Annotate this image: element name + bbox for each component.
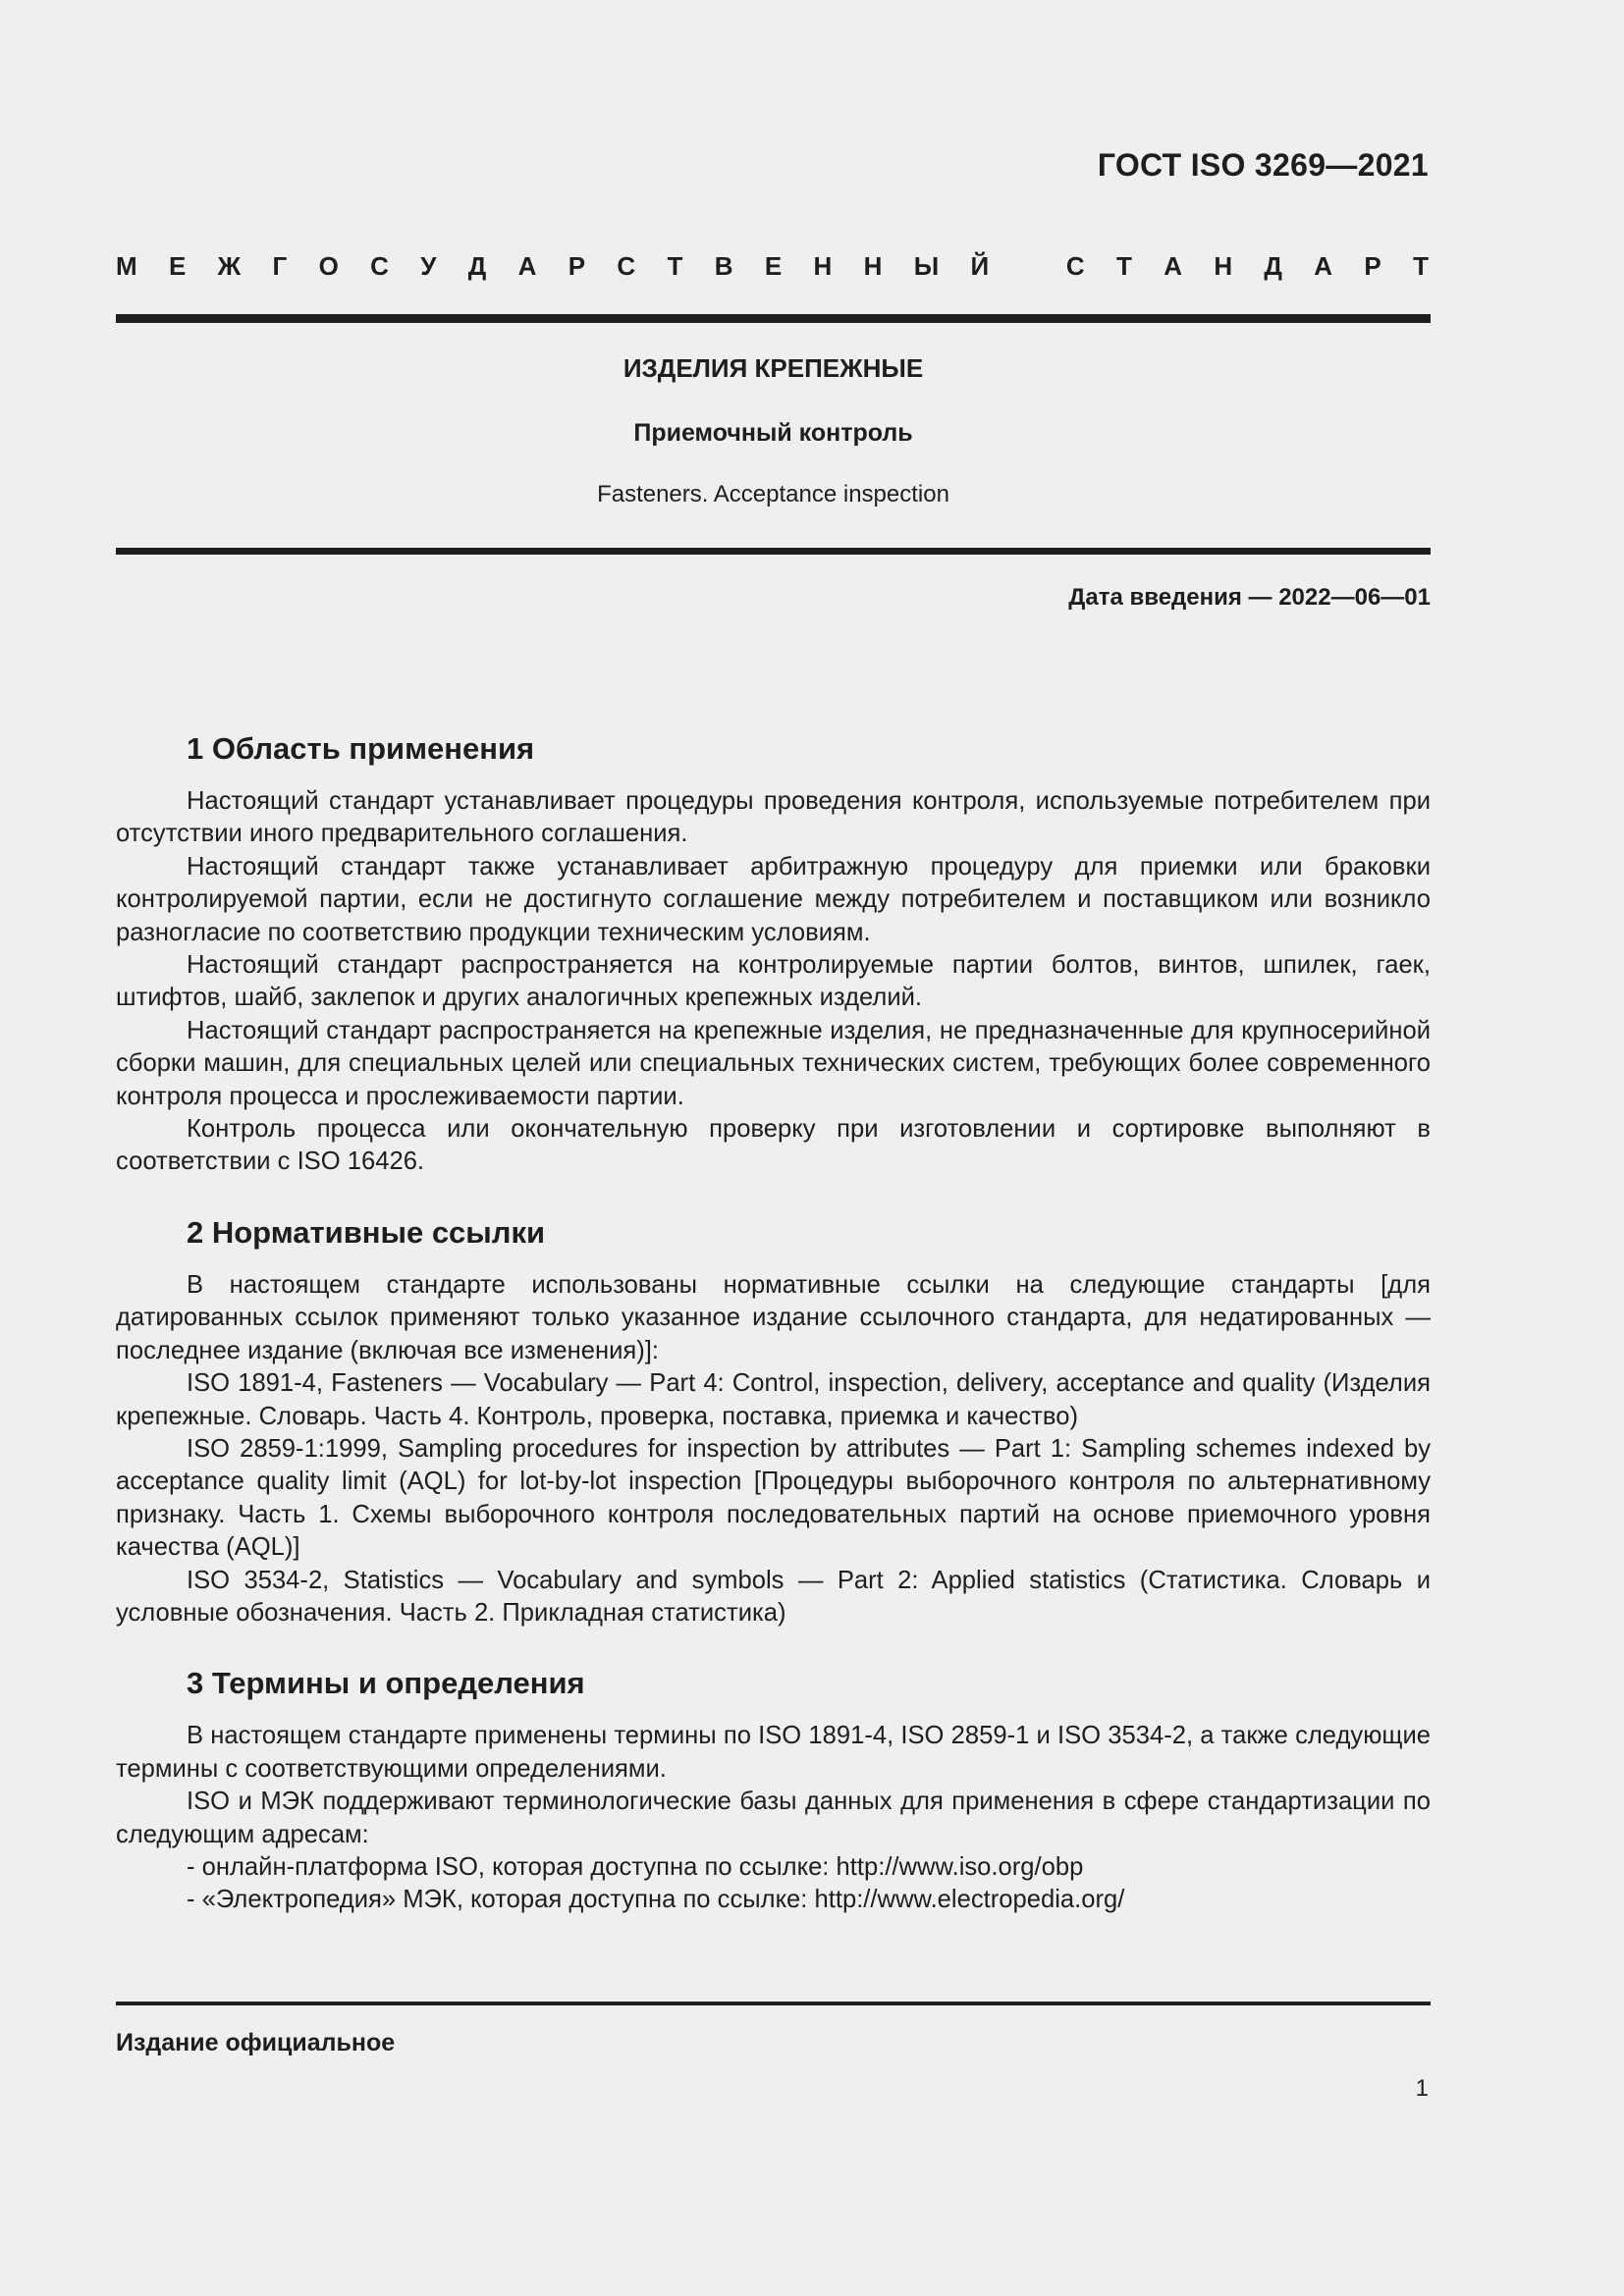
document-code: ГОСТ ISO 3269—2021 [1097,147,1429,183]
footer-divider [116,2002,1431,2005]
banner-letter: Е [764,251,783,281]
banner-letter: С [370,251,389,281]
spacer [116,1179,1431,1208]
banner-letter: А [1164,251,1182,281]
banner-letter: Г [272,251,288,281]
introduction-date: Дата введения — 2022—06—01 [1068,584,1431,611]
document-subtitle: Приемочный контроль [633,419,913,447]
paragraph: В настоящем стандарте использованы нормативные ссылки на следующие стандарты [для датированных ссылок применяют только указанное издание ссылочного стандарта, для недатированных — последнее издание (включая все изменения)]: [116,1270,1431,1364]
banner-letter: Т [1413,251,1429,281]
banner-letter [1021,251,1035,282]
section-heading-scope: 1 Область применения [187,731,535,766]
paragraph: В настоящем стандарте применены термины по ISO 1891-4, ISO 2859-1 и ISO 3534-2, а также следующие термины с соответствующими определениями. [116,1722,1431,1783]
paragraph: Настоящий стандарт также устанавливает арбитражную процедуру для приемки или браковки контролируемой партии, если не достигнуто соглашение между потребителем и поставщиком или возникло разногласие по соответствию продукции техническим условиям. [116,852,1431,946]
document-body [116,724,1431,1917]
banner-letter: В [714,251,733,281]
banner-letter: С [1065,251,1085,281]
paragraph: Контроль процесса или окончательную проверку при изготовлении и сортировке выполняют в соответствии с ISO 16426. [116,1115,1431,1176]
top-divider [116,314,1431,323]
section-heading-normative-references: 2 Нормативные ссылки [187,1214,546,1250]
terminology-link-item: - онлайн-платформа ISO, которая доступна по ссылке: http://www.iso.org/obp [187,1852,1084,1881]
reference-item: ISO 3534-2, Statistics — Vocabulary and symbols — Part 2: Applied statistics (Статистика. Словарь и условные обозначения. Часть 2. Прикладная статистика) [116,1566,1431,1627]
english-title: Fasteners. Acceptance inspection [597,481,949,507]
reference-item: ISO 1891-4, Fasteners — Vocabulary — Part 4: Control, inspection, delivery, acceptance and quality (Изделия крепежные. Словарь. Часть 4. Контроль, проверка, поставка, приемка и качество) [116,1369,1431,1430]
banner-letter: Н [813,251,833,281]
banner-letter: Й [970,251,990,281]
banner-letter: Т [1115,251,1132,281]
interstate-standard-banner [116,251,1429,282]
paragraph: ISO и МЭК поддерживают терминологические базы данных для применения в сфере стандартизации по следующим адресам: [116,1788,1431,1848]
banner-letter: О [318,251,339,281]
banner-letter: Р [1364,251,1381,281]
banner-letter: Е [169,251,187,281]
banner-letter: А [517,251,537,281]
reference-item: ISO 2859-1:1999, Sampling procedures for inspection by attributes — Part 1: Sampling schemes indexed by acceptance quality limit (AQL) for lot-by-lot inspection [Процедуры выборочного контроля по альтернативному признаку. Часть 1. Схемы выборочного контроля последовательных партий на основе приемочного уровня качества (AQL)] [116,1434,1431,1562]
page-number: 1 [1415,2075,1429,2102]
banner-letter: Ж [217,251,242,281]
spacer [116,1629,1431,1659]
spacer [116,1708,1431,1720]
banner-letter: Н [863,251,883,281]
official-edition-label: Издание официальное [116,2029,396,2056]
banner-letter: Р [568,251,586,281]
banner-letter: Ы [913,251,940,281]
banner-letter: Д [467,251,487,281]
terminology-link-item: - «Электропедия» МЭК, которая доступна по ссылке: http://www.electropedia.org/ [187,1886,1125,1914]
spacer [116,1257,1431,1269]
section-heading-terms-definitions: 3 Термины и определения [187,1666,585,1701]
paragraph: Настоящий стандарт устанавливает процедуры проведения контроля, используемые потребителем при отсутствии иного предварительного соглашения. [116,787,1431,848]
banner-letter: Д [1264,251,1282,281]
paragraph: Настоящий стандарт распространяется на контролируемые партии болтов, винтов, шпилек, гаек, штифтов, шайб, заклепок и других аналогичных крепежных изделий. [116,951,1431,1012]
banner-letter: С [617,251,636,281]
banner-letter: Т [667,251,683,281]
banner-letter: Н [1214,251,1233,281]
banner-letter: М [116,251,137,281]
spacer [116,774,1431,785]
document-title: ИЗДЕЛИЯ КРЕПЕЖНЫЕ [623,353,924,383]
paragraph: Настоящий стандарт распространяется на крепежные изделия, не предназначенные для крупносерийной сборки машин, для специальных целей или специальных технических систем, требующих более современного контроля процесса и прослеживаемости партии. [116,1016,1431,1110]
title-divider [116,548,1431,555]
banner-letter: У [420,251,437,281]
banner-letter: А [1314,251,1333,281]
